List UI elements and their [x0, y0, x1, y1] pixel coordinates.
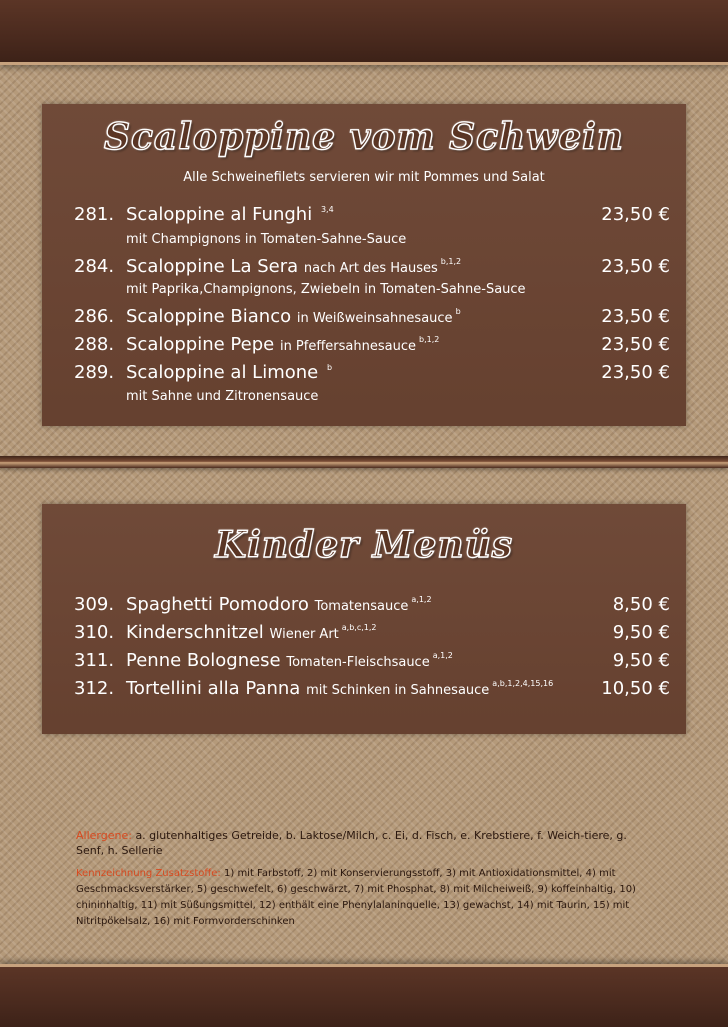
- item-price: 23,50 €: [601, 362, 670, 383]
- item-name-wrap: [126, 334, 439, 355]
- menu-item: [74, 650, 670, 672]
- item-number: 309.: [74, 594, 115, 615]
- item-name-wrap: [126, 256, 461, 277]
- item-allergens: b,1,2: [419, 335, 440, 344]
- menu-item: [74, 622, 670, 644]
- item-detail: nach Art des Hauses: [303, 261, 438, 276]
- item-allergens: b: [326, 363, 333, 372]
- item-allergens: a,b,1,2,4,15,16: [492, 679, 554, 688]
- section-subtitle: Alle Schweinefilets servieren wir mit Pommes und Salat: [183, 170, 545, 185]
- item-price: 8,50 €: [612, 594, 670, 615]
- menu-item: [74, 678, 670, 700]
- item-price: 23,50 €: [601, 334, 670, 355]
- item-number: 284.: [74, 256, 115, 277]
- item-detail: Tomaten-Fleischsauce: [286, 655, 430, 670]
- item-price: 23,50 €: [601, 204, 670, 225]
- menu-item: [74, 362, 670, 384]
- item-name-wrap: [126, 622, 377, 643]
- item-detail: Tomatensauce: [314, 599, 409, 614]
- item-description: mit Champignons in Tomaten-Sahne-Sauce: [126, 232, 407, 247]
- menu-item: [74, 334, 670, 356]
- item-description: mit Sahne und Zitronensauce: [126, 389, 319, 404]
- section-title: Kinder Menüs: [214, 524, 514, 566]
- item-allergens: a,b,c,1,2: [341, 623, 377, 632]
- item-detail: in Pfeffersahnesauce: [279, 339, 416, 354]
- item-allergens: b: [455, 307, 461, 316]
- kinder-menu-panel: [42, 504, 686, 734]
- item-name: Scaloppine Bianco: [126, 306, 292, 327]
- menu-item: [74, 306, 670, 328]
- item-name: Scaloppine Pepe: [126, 334, 275, 355]
- item-number: 310.: [74, 622, 115, 643]
- item-name: Penne Bolognese: [126, 650, 281, 671]
- item-name-wrap: [126, 204, 334, 225]
- item-name: Scaloppine al Limone: [126, 362, 319, 383]
- scaloppine-panel: [42, 104, 686, 426]
- item-name-wrap: [126, 362, 332, 383]
- item-detail: in Weißweinsahnesauce: [296, 311, 453, 326]
- item-name: Spaghetti Pomodoro: [126, 594, 309, 615]
- item-name-wrap: [126, 678, 553, 699]
- item-price: 9,50 €: [612, 622, 670, 643]
- item-name: Scaloppine La Sera: [126, 256, 299, 277]
- item-price: 23,50 €: [601, 256, 670, 277]
- item-number: 311.: [74, 650, 115, 671]
- item-number: 288.: [74, 334, 115, 355]
- item-description: mit Paprika,Champignons, Zwiebeln in Tomaten-Sahne-Sauce: [126, 282, 526, 297]
- menu-item: [74, 204, 670, 226]
- item-price: 9,50 €: [612, 650, 670, 671]
- item-allergens: 3,4: [320, 205, 334, 214]
- allergen-legend: [76, 828, 636, 858]
- item-price: 10,50 €: [601, 678, 670, 699]
- section-title: Scaloppine vom Schwein: [104, 116, 624, 158]
- item-detail: mit Schinken in Sahnesauce: [306, 683, 490, 698]
- item-name: Tortellini alla Panna: [126, 678, 301, 699]
- menu-item: [74, 594, 670, 616]
- item-allergens: a,1,2: [432, 651, 453, 660]
- item-number: 286.: [74, 306, 115, 327]
- item-name: Scaloppine al Funghi: [126, 204, 313, 225]
- allergen-label: Allergene:: [76, 829, 132, 842]
- item-detail: Wiener Art: [269, 627, 339, 642]
- section-divider: [0, 456, 728, 468]
- item-number: 281.: [74, 204, 115, 225]
- item-allergens: a,1,2: [411, 595, 432, 604]
- item-name-wrap: [126, 594, 432, 615]
- menu-item: [74, 256, 670, 278]
- additives-legend: [76, 866, 636, 930]
- item-number: 289.: [74, 362, 115, 383]
- item-number: 312.: [74, 678, 115, 699]
- item-allergens: b,1,2: [440, 257, 462, 266]
- item-name-wrap: [126, 650, 453, 671]
- item-name: Kinderschnitzel: [126, 622, 264, 643]
- item-price: 23,50 €: [601, 306, 670, 327]
- bottom-band: [0, 964, 728, 1027]
- additives-text: 1) mit Farbstoff, 2) mit Konservierungsstoff, 3) mit Antioxidationsmittel, 4) mit Geschmacksverstärker, 5) geschwefelt, 6) geschwärzt, 7) mit Phosphat, 8) mit Milcheiweiß, 9) koffeinhaltig, 10) chininhaltig, 11) mit Süßungsmittel, 12) enthält eine Phenylalaninquelle, 13) gewachst, 14) mit Taurin, 15) mit Nitritpökelsalz, 16) mit Formvorderschinken: [76, 868, 636, 927]
- item-name-wrap: [126, 306, 461, 327]
- allergen-text: a. glutenhaltiges Getreide, b. Laktose/Milch, c. Ei, d. Fisch, e. Krebstiere, f. Weich-tiere, g. Senf, h. Sellerie: [76, 829, 627, 857]
- top-band: [0, 0, 728, 65]
- additives-label: Kennzeichnung Zusatzstoffe:: [76, 868, 221, 879]
